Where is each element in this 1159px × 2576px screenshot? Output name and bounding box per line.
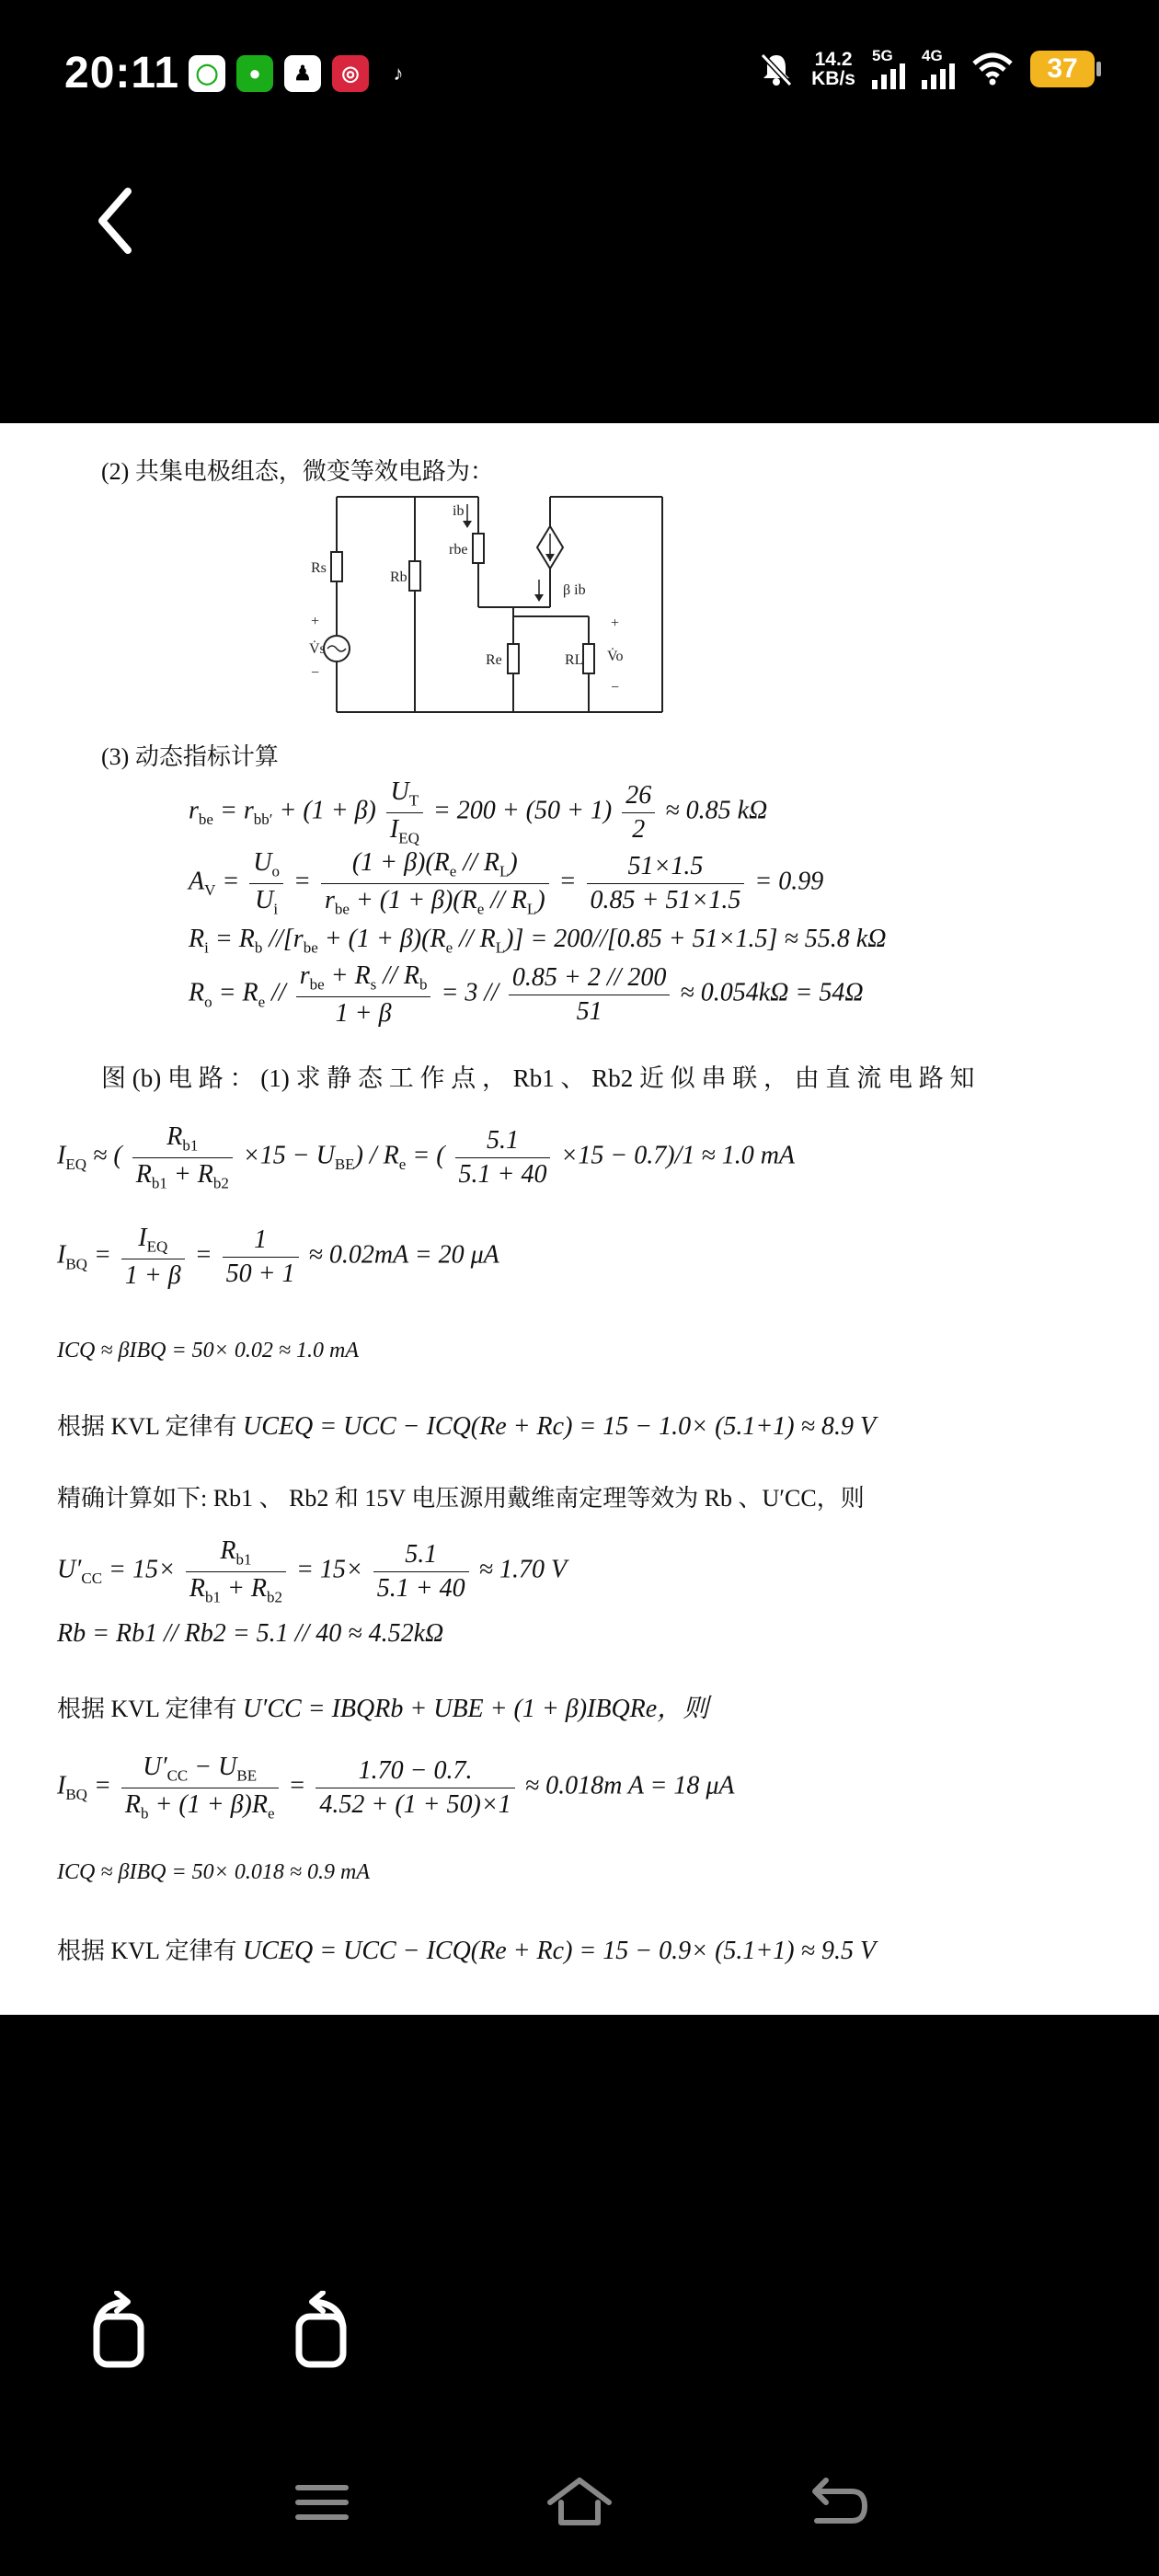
ibq-equation: $I_{BQ}$ = $\frac{I_{EQ}}{1 + \beta}$ = $\frac{1}{50 + 1}$ ≈ 0.02mA = 20 μA <box>57 1224 499 1290</box>
ucc-equation: $U'_{CC} = 15\times$ $\frac{R_{b1}}{R_{b1} + R_{b2}}$ = 15× $\frac{5.1}{5.1 + 40}$ ≈ 1.70 V <box>57 1536 568 1606</box>
beta-ib-arrow-icon <box>534 594 544 602</box>
bank-app-icon: ◎ <box>332 55 369 92</box>
label-rbe: rbe <box>449 542 468 558</box>
ieq-equation: $I_{EQ}$ ≈ ( $\frac{R_{b1}}{R_{b1} + R_{b2}}$ $\times 15 - U_{BE}) / R_e$ = ( $\frac{5.1}{5.1 + 40}$ ×15 − 0.7)/1 ≈ 1.0 mA <box>57 1122 796 1192</box>
icq-precise-line: ICQ ≈ βIBQ = 50× 0.018 ≈ 0.9 mA <box>57 1860 370 1884</box>
battery-level: 37 <box>1047 52 1078 84</box>
label-vo: V̇o <box>607 649 624 664</box>
net-speed-unit: KB/s <box>811 67 855 89</box>
rbe-expr: = 200 + (50 + 1) <box>432 796 613 825</box>
ri-equation: $R_i = R_b$ $//[r_{be} + (1 + \beta)(R_e // R_L)] = 200//[0.85 + 51\times 1.5] \approx 55.8$ kΩ <box>189 925 887 957</box>
chat-bubble-icon: ◯ <box>189 55 225 92</box>
ro-result: ≈ 0.054kΩ = 54Ω <box>680 978 864 1007</box>
kvl3-expr: UCEQ = UCC − ICQ(Re + Rc) = 15 − 0.9× (5.1+1) ≈ 9.5 V <box>242 1937 877 1965</box>
label-rb: Rb <box>390 569 407 585</box>
tiktok-icon: ♪ <box>393 62 404 85</box>
wechat-icon: ● <box>236 55 273 92</box>
rbe-frac-num: 26 <box>622 781 655 813</box>
label-minus-right: − <box>611 680 620 696</box>
net-speed <box>811 50 855 88</box>
status-indicators <box>758 48 1095 89</box>
rbe-result: ≈ 0.85 kΩ <box>665 796 768 825</box>
ieq-rhs: ×15 − 0.7)/1 ≈ 1.0 mA <box>560 1141 796 1170</box>
kvl-line-3 <box>57 1932 876 1966</box>
signal-5g <box>872 48 905 89</box>
kvl-line-2 <box>57 1688 708 1725</box>
ri-expr: = 200//[0.85 + 51×1.5] ≈ 55.8 kΩ <box>530 925 887 953</box>
signal-4g <box>922 48 955 89</box>
rotate-right-icon[interactable] <box>281 2291 354 2374</box>
mute-bell-icon <box>758 51 795 87</box>
label-plus-left: + <box>311 614 320 629</box>
ibq-result: ≈ 0.02mA = 20 μA <box>308 1240 499 1270</box>
label-ib: ib <box>453 503 465 519</box>
figure-b-intro: 图 (b) 电 路 ： (1) 求 静 态 工 作 点 ， Rb1 、 Rb2 近 似 串 联 ， 由 直 流 电 路 知 <box>101 1064 975 1092</box>
rbe-equation: $r_{be} = r_{bb'} + (1 + \beta)$ $\frac{U_T}{I_{EQ}}$ = 200 + (50 + 1) $\frac{26}{2}$ ≈ 0.85 kΩ <box>189 777 768 847</box>
kvl3-prefix: 根据 KVL 定律有 <box>57 1938 237 1964</box>
kvl2-prefix: 根据 KVL 定律有 <box>57 1696 237 1722</box>
resistor-rl <box>583 644 594 673</box>
section-2-title: (2) 共集电极组态，微变等效电路为： <box>101 458 494 485</box>
ro-equation: $R_o = R_e$ // $\frac{r_{be} + R_s // R_b}{1 + \beta}$ = 3 // $\frac{0.85 + 2 // 200}{51}$ ≈ 0.054kΩ = 54Ω <box>189 961 864 1028</box>
ibq2-num: 1.70 − 0.7. <box>316 1756 514 1788</box>
ibq2-result: ≈ 0.018m A = 18 μA <box>524 1771 735 1800</box>
rotate-left-icon[interactable] <box>86 2291 159 2374</box>
battery-indicator <box>1030 51 1095 87</box>
back-nav-icon[interactable] <box>800 2475 874 2530</box>
rb-line: Rb = Rb1 // Rb2 = 5.1 // 40 ≈ 4.52kΩ <box>57 1619 444 1648</box>
signal-5g-label: 5G <box>872 47 893 64</box>
kvl1-expr: UCEQ = UCC − ICQ(Re + Rc) = 15 − 1.0× (5.1+1) ≈ 8.9 V <box>242 1412 877 1441</box>
status-time: 20:11 <box>64 49 180 98</box>
ucc-result: ≈ 1.70 V <box>478 1555 568 1584</box>
notification-app-icons <box>189 55 417 92</box>
av-den2: 0.85 + 51×1.5 <box>590 885 741 914</box>
qq-icon: ♟ <box>284 55 321 92</box>
document-image <box>0 423 1159 2015</box>
resistor-re <box>508 644 519 673</box>
rbe-frac-den: 2 <box>632 814 646 844</box>
av-equation: $A_V$ = $\frac{U_o}{U_i}$ = $\frac{(1 + \beta)(R_e // R_L)}{r_{be} + (1 + \beta)(R_e // R_L)}$ = $\frac{51\times 1.5}{0.85 + 51\times 1.5}$ = 0.99 <box>189 848 824 918</box>
kvl1-prefix: 根据 KVL 定律有 <box>57 1413 237 1440</box>
resistor-rb <box>409 561 420 591</box>
section-3-title: (3) 动态指标计算 <box>101 743 279 770</box>
ib-arrow-icon <box>463 521 472 528</box>
label-minus-left: − <box>311 665 320 681</box>
home-icon[interactable] <box>543 2475 616 2530</box>
label-rl: RL <box>565 652 584 668</box>
ro-frac-den2: 51 <box>576 996 602 1026</box>
menu-icon[interactable] <box>285 2475 359 2530</box>
precise-calc-text: 精确计算如下: Rb1 、 Rb2 和 15V 电压源用戴维南定理等效为 Rb 、U′CC，则 <box>57 1485 865 1512</box>
label-rs: Rs <box>311 560 327 576</box>
av-num2: 51×1.5 <box>587 852 745 884</box>
signal-bars-icon <box>922 63 955 89</box>
resistor-rbe <box>473 534 484 563</box>
av-result: = 0.99 <box>754 867 824 896</box>
net-speed-value: 14.2 <box>814 48 853 70</box>
equivalent-circuit-diagram <box>276 488 754 736</box>
kvl-line-1 <box>57 1408 876 1442</box>
label-plus-right: + <box>611 615 620 631</box>
signal-4g-label: 4G <box>922 47 943 64</box>
signal-bars-icon <box>872 63 905 89</box>
icq-line: ICQ ≈ βIBQ = 50× 0.02 ≈ 1.0 mA <box>57 1339 359 1363</box>
kvl2-expr: U′CC = IBQRb + UBE + (1 + β)IBQRe，则 <box>242 1695 709 1723</box>
label-re: Re <box>486 652 502 668</box>
resistor-rs <box>331 552 342 581</box>
back-arrow-icon[interactable] <box>87 184 143 258</box>
status-bar <box>0 0 1159 152</box>
ibq2-den: 4.52 + (1 + 50)×1 <box>319 1789 511 1819</box>
label-vs: V̇s <box>309 641 326 657</box>
ibq-precise-equation: $I_{BQ}$ = $\frac{U'_{CC} - U_{BE}}{R_b + (1 + \beta)R_e}$ = $\frac{1.70 - 0.7.}{4.52 + (1 + 50)\times 1}$ ≈ 0.018m A = 18 μA <box>57 1753 735 1823</box>
wifi-icon <box>971 52 1014 86</box>
ro-frac-num2: 0.85 + 2 // 200 <box>509 963 670 995</box>
label-beta-ib: β ib <box>563 582 586 598</box>
